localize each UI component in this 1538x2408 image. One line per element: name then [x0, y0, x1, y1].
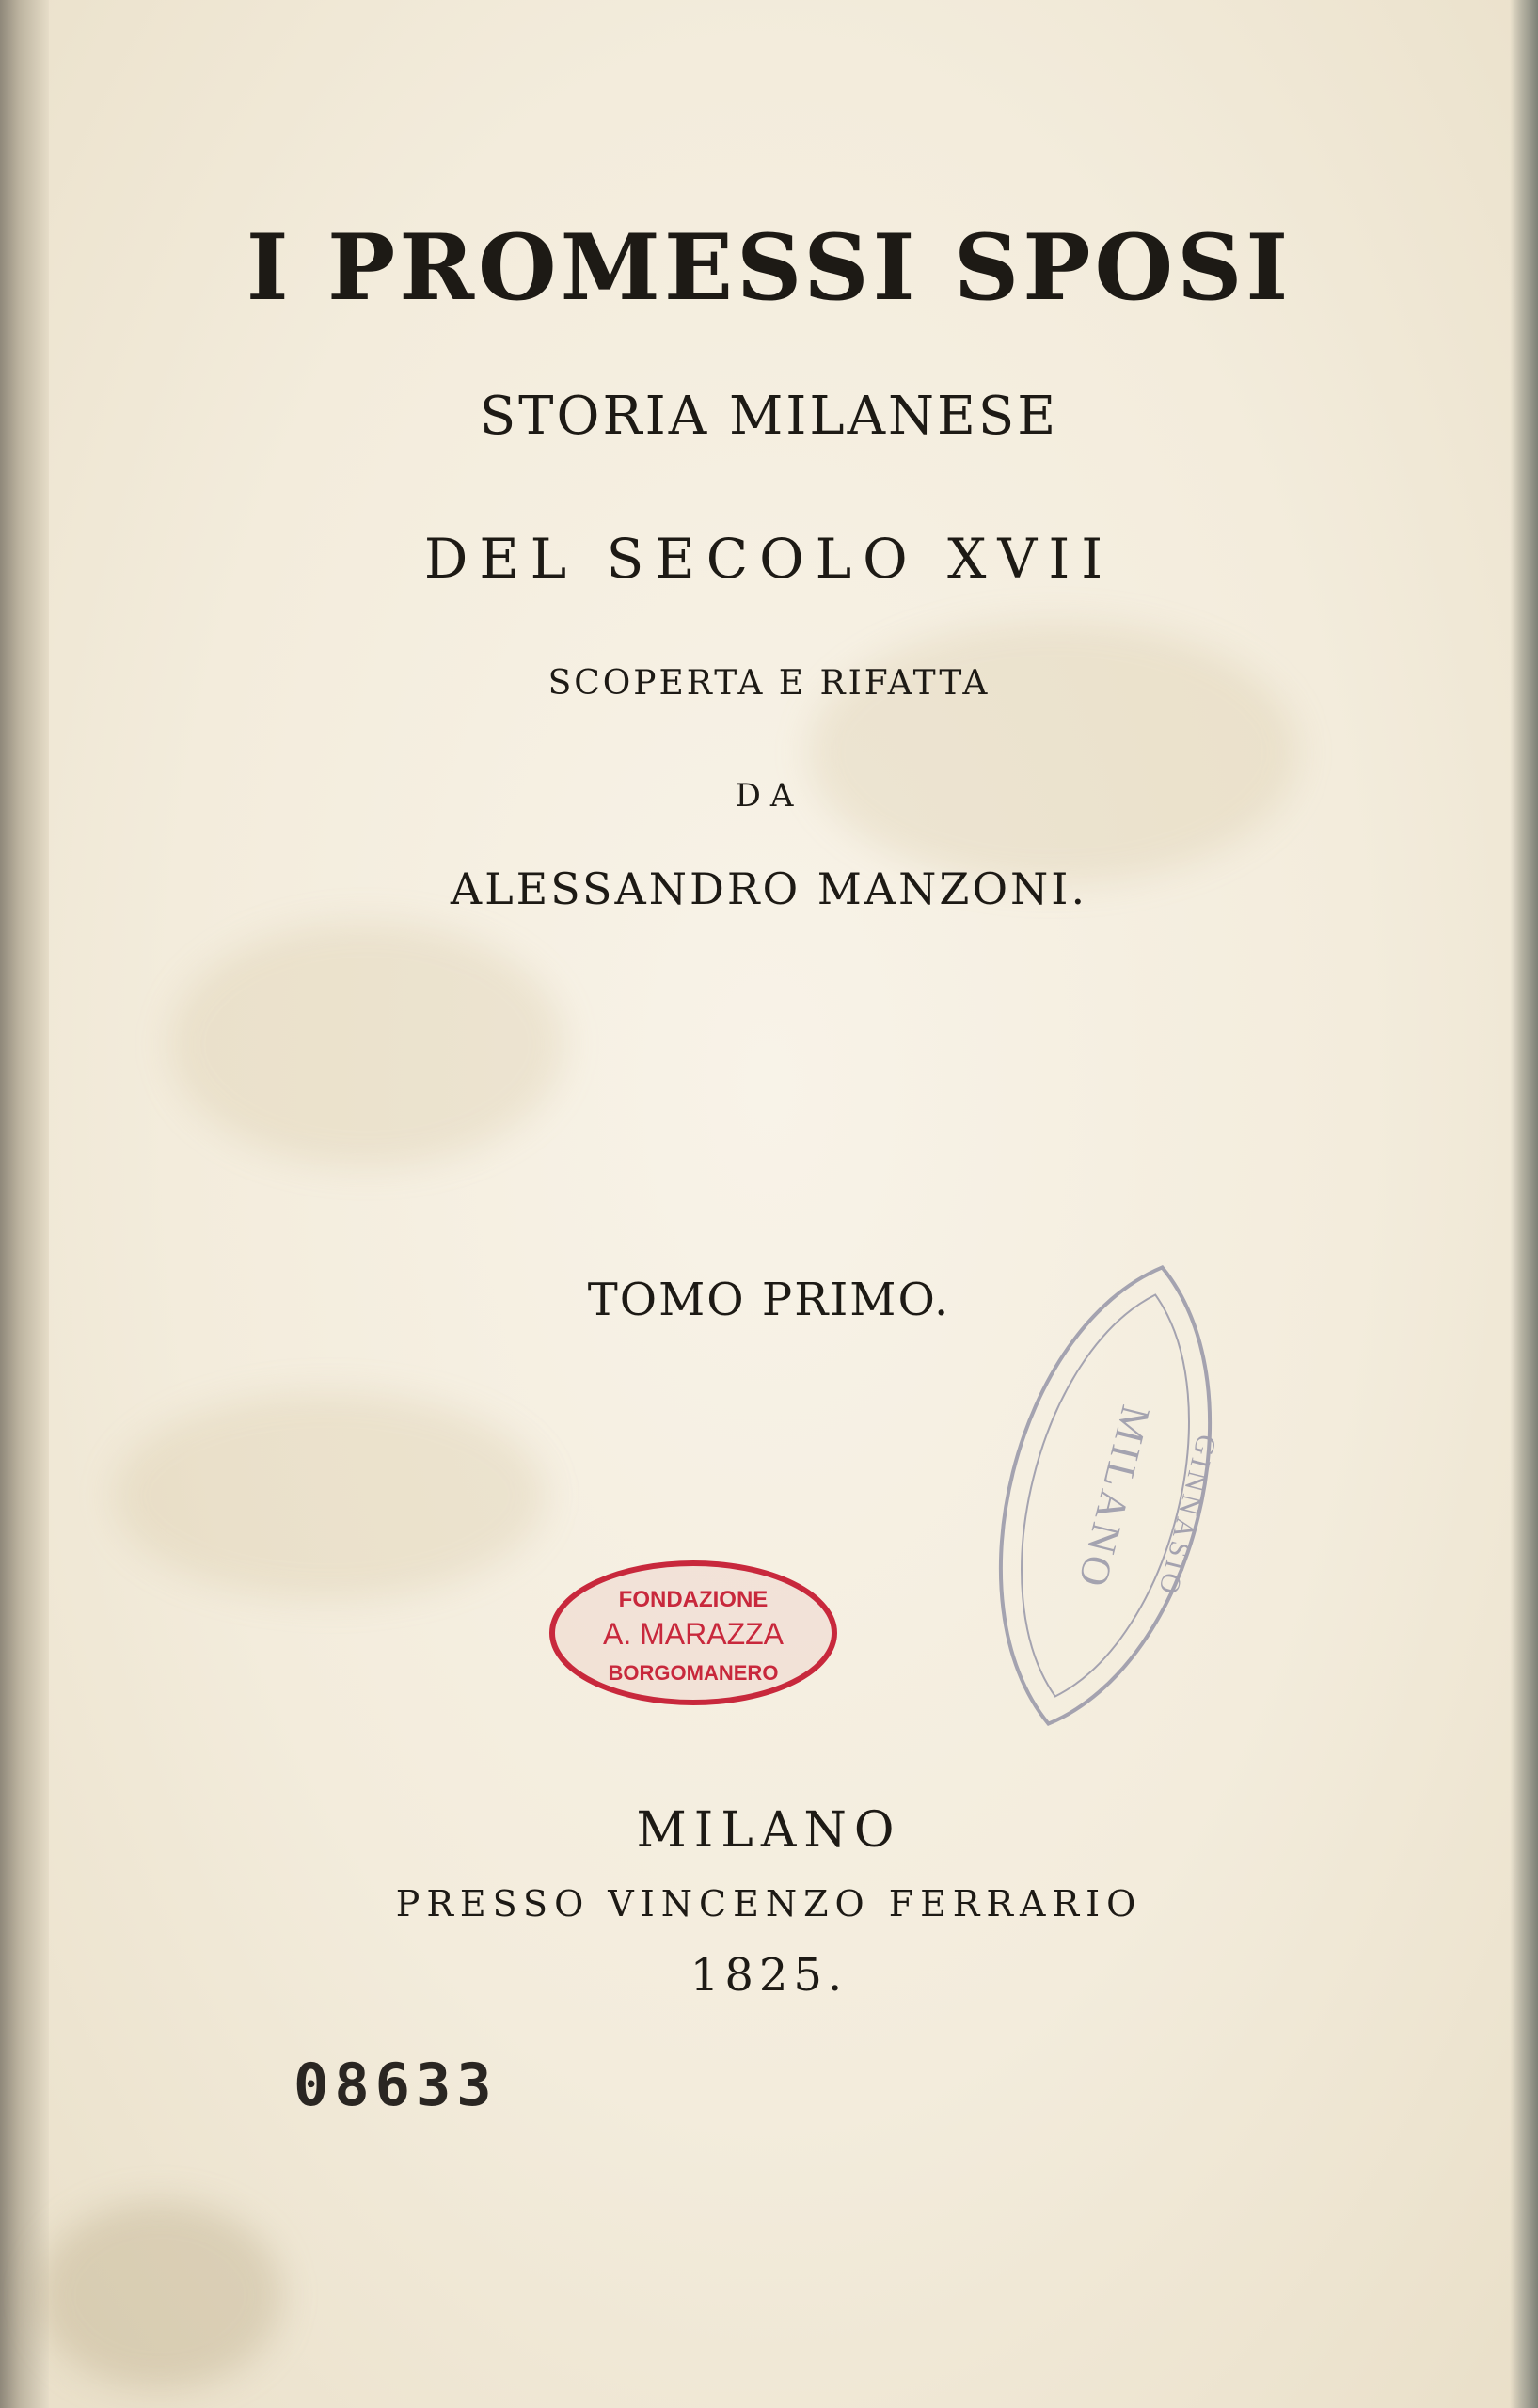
subtitle-line-2: DEL SECOLO XVII [423, 527, 1115, 591]
volume-label: TOMO PRIMO. [587, 1274, 951, 1326]
svg-text:FONDAZIONE: FONDAZIONE [618, 1587, 769, 1612]
svg-text:BORGOMANERO: BORGOMANERO [608, 1661, 779, 1685]
paper-stain [113, 1392, 546, 1599]
page-left-edge [0, 0, 49, 2408]
paper-stain [38, 2201, 282, 2389]
imprint-city: MILANO [636, 1802, 902, 1859]
author-name: ALESSANDRO MANZONI. [450, 863, 1088, 914]
book-title: I PROMESSI SPOSI [246, 214, 1292, 321]
svg-text:MILANO: MILANO [1069, 1401, 1160, 1595]
red-institution-stamp [546, 1558, 841, 1708]
paper-stain [169, 922, 564, 1166]
svg-text:GINNASIO: GINNASIO [1151, 1431, 1223, 1601]
imprint-publisher: PRESSO VINCENZO FERRARIO [395, 1883, 1143, 1925]
subtitle-line-1: STORIA MILANESE [479, 386, 1059, 447]
subtitle-line-3: SCOPERTA E RIFATTA [547, 664, 991, 703]
library-oval-stamp [950, 1242, 1261, 1750]
shelfmark-number: 08633 [293, 2051, 498, 2119]
imprint-year: 1825. [690, 1949, 848, 2002]
byline: DA [735, 777, 803, 815]
page-right-edge [1510, 0, 1538, 2408]
paper-stain [809, 621, 1298, 884]
svg-text:A. MARAZZA: A. MARAZZA [602, 1617, 785, 1651]
